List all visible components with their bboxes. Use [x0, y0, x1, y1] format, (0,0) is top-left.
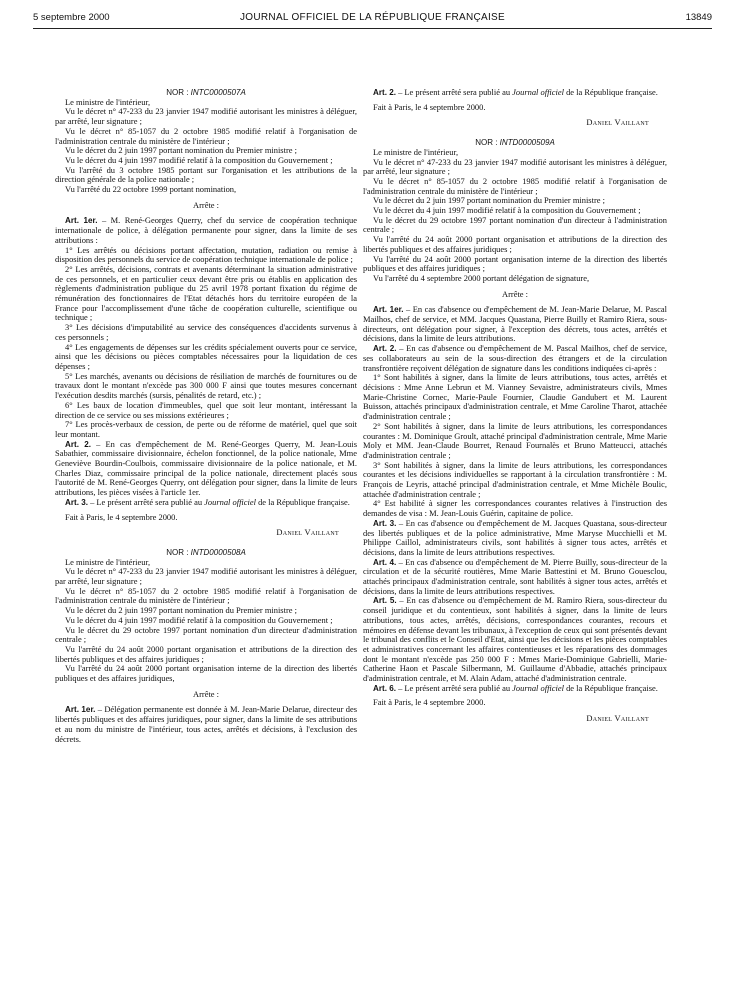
text-paragraph: 3° Sont habilités à signer, dans la limite de leurs attributions, les correspondances courantes et les décisions individuelles se rapportant à la circulation transfrontière : M. François de Leyris, attaché principal d'administration centrale, et Mme Michèle Boulic, attachée d'administration centrale ; — [363, 459, 667, 499]
article-paragraph: Art. 3. – En cas d'absence ou d'empêchement de M. Jacques Quastana, sous-directeur des libertés publiques et de la police administrative, Mme Maryse Mucchielli et M. Philippe Caillol, administrateurs civils, sont habilités à signer tous actes, arrêtés et décisions, dans la limite de leurs attributions respectives. — [363, 517, 667, 557]
header-date: 5 septembre 2000 — [33, 12, 110, 23]
text-paragraph: Vu le décret n° 85-1057 du 2 octobre 1985 modifié relatif à l'organisation de l'administration centrale du ministère de l'intérieur ; — [363, 175, 667, 196]
fait-line: Fait à Paris, le 4 septembre 2000. — [373, 697, 486, 708]
nor-reference: NOR : INTD0000509A — [475, 138, 555, 148]
text-paragraph: Vu l'arrêté du 24 août 2000 portant organisation interne de la direction des libertés publiques et des affaires juridiques, — [55, 663, 357, 684]
text-paragraph: 5° Les marchés, avenants ou décisions de résiliation de marchés de fournitures ou de travaux dont le montant n'excède pas 300 000 F ainsi que toutes mesures concernant l'exécution desdits marchés (sursis, pénalités de retard, etc.) ; — [55, 370, 357, 401]
text-paragraph: 4° Est habilité à signer les correspondances courantes relatives à l'instruction des demandes de visa : M. Jean-Louis Guérin, capitaine de police. — [363, 498, 667, 519]
article-items — [55, 246, 357, 440]
text-paragraph: 3° Les décisions d'imputabilité au service des conséquences d'accidents survenus à ces personnels ; — [55, 322, 357, 342]
text-paragraph: Vu le décret du 29 octobre 1997 portant nomination d'un directeur à l'administration centrale ; — [363, 214, 667, 235]
text-paragraph: 4° Les engagements de dépenses sur les crédits spécialement ouverts pour ce service, ainsi que les décisions ou pièces comptables nécessaires pour la liquidation de ces dépenses ; — [55, 341, 357, 371]
text-paragraph: Vu le décret du 4 juin 1997 modifié relatif à la composition du Gouvernement ; — [65, 154, 333, 165]
text-paragraph: Vu le décret n° 47-233 du 23 janvier 1947 modifié autorisant les ministres à déléguer, par arrêté, leur signature ; — [363, 156, 667, 177]
text-paragraph: 6° Les baux de location d'immeubles, quel que soit leur montant, intéressant la direction de ce service ou ses missions extérieures ; — [55, 399, 357, 420]
text-paragraph: 1° Les arrêtés ou décisions portant affectation, mutation, radiation ou remise à disposition des personnels du service de coopération technique internationale de police ; — [55, 244, 357, 265]
visa-block — [55, 98, 357, 195]
fait-line: Fait à Paris, le 4 septembre 2000. — [65, 511, 178, 522]
page-header — [33, 12, 712, 26]
text-paragraph: 2° Sont habilités à signer, dans la limite de leurs attributions, les correspondances courantes : M. Dominique Groult, attaché principal d'administration centrale, Mme Marie Moly et MM. Jean-Claude Bourret, Renaud Fournalès et Bruno Matteucci, attachés d'administration centrale ; — [363, 420, 667, 460]
article-paragraph: Art. 1er. – Délégation permanente est donnée à M. Jean-Marie Delarue, directeur des libertés publiques et des affaires juridiques, pour signer, dans la limite de ses attributions et au nom du ministre de l'intérieur, tous actes, arrêtés et décisions, à l'exclusion des décrets. — [55, 704, 357, 744]
text-paragraph: Vu le décret du 2 juin 1997 portant nomination du Premier ministre ; — [373, 195, 605, 206]
signature: Daniel Vaillant — [586, 117, 649, 128]
text-paragraph: 2° Les arrêtés, décisions, contrats et avenants déterminant la situation administrative de ces personnels, et en particulier ceux devant être pris ou établis en application des règlements d'administration publique du 25 avril 1978 portant fixation du régime de rémunération des fonctionnaires de l'Etat détachés hors du territoire européen de la France pour l'accomplissement d'une tâche de coopération culturelle, scientifique ou technique ; — [55, 263, 357, 323]
text-paragraph: Vu l'arrêté du 4 septembre 2000 portant délégation de signature, — [373, 272, 590, 283]
text-paragraph: Vu l'arrêté du 3 octobre 1985 portant sur l'organisation et les attributions de la direction générale de la police nationale ; — [55, 164, 357, 185]
text-paragraph: Le ministre de l'intérieur, — [373, 146, 459, 157]
text-paragraph: Vu le décret n° 47-233 du 23 janvier 1947 modifié autorisant les ministres à déléguer, par arrêté, leur signature ; — [55, 566, 357, 587]
text-paragraph: 7° Les procès-verbaux de cession, de perte ou de réforme de matériel, quel que soit leur montant. — [55, 419, 357, 439]
text-paragraph: Vu le décret du 29 octobre 1997 portant nomination d'un directeur d'administration centrale ; — [55, 624, 357, 645]
text-paragraph: Vu l'arrêté du 24 août 2000 portant organisation et attributions de la direction des libertés publiques et des affaires juridiques ; — [363, 234, 667, 254]
text-paragraph: Vu l'arrêté du 22 octobre 1999 portant nomination, — [65, 184, 237, 195]
text-paragraph: Le ministre de l'intérieur, — [65, 96, 151, 107]
arrete-heading: Arrête : — [192, 688, 219, 699]
text-paragraph: Vu le décret du 4 juin 1997 modifié relatif à la composition du Gouvernement ; — [373, 205, 641, 216]
text-paragraph: Vu le décret n° 85-1057 du 2 octobre 1985 modifié relatif à l'organisation de l'administration centrale du ministère de l'intérieur ; — [55, 585, 357, 606]
article-paragraph: Art. 2. – En cas d'empêchement de M. René-Georges Querry, M. Jean-Louis Sabathier, commissaire divisionnaire, échelon fonctionnel, de la police nationale, Mme Geneviève Bourdin-Coulbois, commissaire divisionnaire de la police nationale, et M. Charles Diaz, commissaire principal de la police nationale, directement placés sous l'autorité de M. René-Georges Querry, ont délégation pour signer, dans la limite de leurs attributions, les pièces visées à l'article 1er. — [55, 438, 357, 498]
left-column — [55, 88, 357, 744]
article-paragraph: Art. 1er. – M. René-Georges Querry, chef du service de coopération technique internationale de police, à délégation permanente pour signer, dans la limite de ses attributions : — [55, 215, 357, 245]
text-paragraph: Vu le décret du 2 juin 1997 portant nomination du Premier ministre ; — [65, 145, 297, 156]
header-rule — [33, 28, 712, 29]
journal-title: JOURNAL OFFICIEL DE LA RÉPUBLIQUE FRANÇAISE — [240, 12, 505, 23]
signature: Daniel Vaillant — [586, 713, 649, 724]
right-column — [363, 88, 667, 734]
visa-block — [55, 558, 357, 684]
text-paragraph: Vu le décret du 2 juin 1997 portant nomination du Premier ministre ; — [65, 605, 297, 616]
text-paragraph: Vu le décret n° 47-233 du 23 janvier 1947 modifié autorisant les ministres à déléguer, par arrêté, leur signature ; — [55, 106, 357, 127]
article-paragraph: Art. 3. – Le présent arrêté sera publié au Journal officiel de la République française. — [65, 496, 350, 507]
arrete-heading: Arrête : — [192, 199, 219, 210]
text-paragraph: Vu l'arrêté du 24 août 2000 portant organisation et attributions de la direction des libertés publiques et des affaires juridiques ; — [55, 643, 357, 664]
article-items — [363, 373, 667, 519]
nor-reference: NOR : INTC0000507A — [166, 88, 246, 97]
article-paragraph: Art. 6. – Le présent arrêté sera publié au Journal officiel de la République française. — [373, 682, 658, 693]
article-paragraph: Art. 2. – Le présent arrêté sera publié au Journal officiel de la République française. — [373, 87, 658, 97]
arrete-heading: Arrête : — [501, 288, 528, 299]
article-paragraph: Art. 2. – En cas d'absence ou d'empêchement de M. Pascal Mailhos, chef de service, ses collaborateurs au sein de la sous-direction des étrangers et de la circulation transfrontière reçoivent délégation de signature dans les conditions indiquées ci-après : — [363, 343, 667, 373]
text-paragraph: Vu le décret n° 85-1057 du 2 octobre 1985 modifié relatif à l'organisation de l'administration centrale du ministère de l'intérieur ; — [55, 125, 357, 146]
fait-line: Fait à Paris, le 4 septembre 2000. — [373, 101, 486, 112]
signature: Daniel Vaillant — [276, 527, 339, 538]
nor-reference: NOR : INTD0000508A — [166, 547, 246, 557]
article-paragraph: Art. 1er. – En cas d'absence ou d'empêchement de M. Jean-Marie Delarue, M. Pascal Mailhos, chef de service, et MM. Jacques Quastana, Pierre Builly et Ramiro Riera, sous-directeurs, ont délégation pour signer, à l'exception des décrets, tous actes, arrêtés et décisions, dans la limite de leurs attributions. — [363, 304, 667, 344]
article-paragraph: Art. 4. – En cas d'absence ou d'empêchement de M. Pierre Builly, sous-directeur de la circulation et de la sécurité routières, Mme Marie Battestini et M. Bruno Gouesclou, attachés principaux d'administration centrale, sont habilités à signer tous actes, arrêtés et décisions, dans la limite de leurs attributions respectives. — [363, 556, 667, 596]
text-paragraph: Vu l'arrêté du 24 août 2000 portant organisation interne de la direction des libertés publiques et des affaires juridiques ; — [363, 253, 667, 274]
text-paragraph: Le ministre de l'intérieur, — [65, 556, 151, 567]
text-paragraph: Vu le décret du 4 juin 1997 modifié relatif à la composition du Gouvernement ; — [65, 614, 333, 625]
article-paragraph: Art. 5. – En cas d'absence ou d'empêchement de M. Ramiro Riera, sous-directeur du conseil juridique et du contentieux, sont habilités à signer, dans la limite de leurs attributions, tous actes, arrêtés, décisions, correspondances courantes, recours et mémoires en défense devant les tribunaux, à l'exception de ceux qui sont présentés devant le tribunal des conflits et le Conseil d'Etat, ainsi que les décisions et les pièces comptables et administratives concernant les affaires contentieuses et les réparations des dommages dont le montant n'excède pas 250 000 F : Mmes Marie-Dominique Gabrielli, Marie-Catherine Haon et Pascale Silbermann, M. Guillaume d'Abbadie, attachés principaux d'administration centrale, et M. Alain Adam, attaché d'administration centrale. — [363, 595, 667, 684]
visa-block — [363, 148, 667, 284]
page-number: 13849 — [685, 12, 712, 23]
text-paragraph: 1° Sont habilités à signer, dans la limite de leurs attributions, tous actes, arrêtés et décisions : Mme Anne Lebrun et M. Vianney Sevaistre, administrateurs civils, Mmes Marie-Christine Cornec, Marie-Paule Fournier, Claudie Gandubert et M. Laurent Buisson, attachés principaux d'administration centrale, et Mme Caroline Tharot, attachée d'administration centrale ; — [363, 372, 667, 422]
